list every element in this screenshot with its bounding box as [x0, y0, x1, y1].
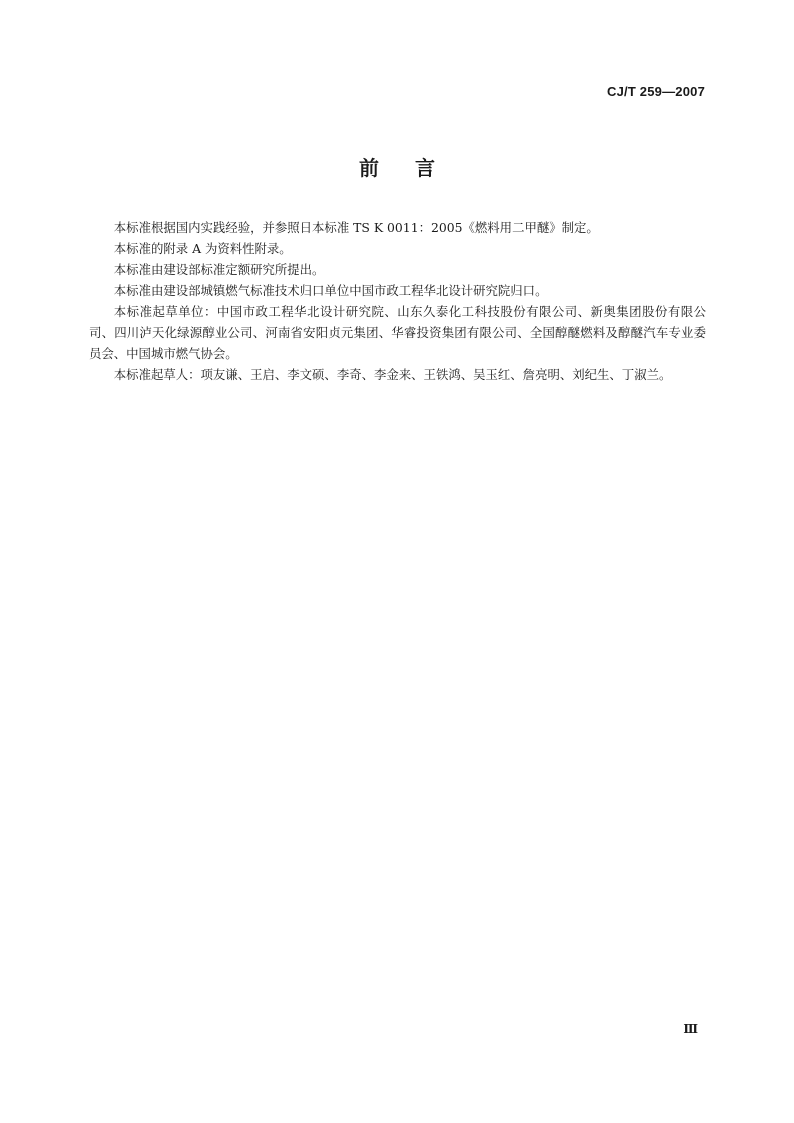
paragraph-centralized-unit: 本标准由建设部城镇燃气标准技术归口单位中国市政工程华北设计研究院归口。 — [113, 283, 548, 298]
paragraph-proposer: 本标准由建设部标准定额研究所提出。 — [113, 262, 325, 277]
paragraph-drafters: 本标准起草人：项友谦、王启、李文硕、李奇、李金来、王铁鸿、吴玉红、詹亮明、刘纪生、丁淑兰。 — [113, 367, 672, 382]
paragraph-basis: 本标准根据国内实践经验，并参照日本标准 TS K 0011：2005《燃料用二甲醚》制定。 — [113, 220, 599, 235]
standard-code: CJ/T 259—2007 — [607, 84, 705, 99]
page-number: Ⅲ — [683, 1022, 698, 1036]
foreword-body — [89, 217, 706, 385]
paragraph-appendix: 本标准的附录 A 为资料性附录。 — [113, 241, 292, 256]
page-title: 前言 — [359, 156, 471, 180]
paragraph-drafting-units: 本标准起草单位：中国市政工程华北设计研究院、山东久泰化工科技股份有限公司、新奥集团股份有限公司、四川泸天化绿源醇业公司、河南省安阳贞元集团、华睿投资集团有限公司、全国醇醚燃料及醇醚汽车专业委员会、中国城市燃气协会。 — [89, 304, 706, 361]
